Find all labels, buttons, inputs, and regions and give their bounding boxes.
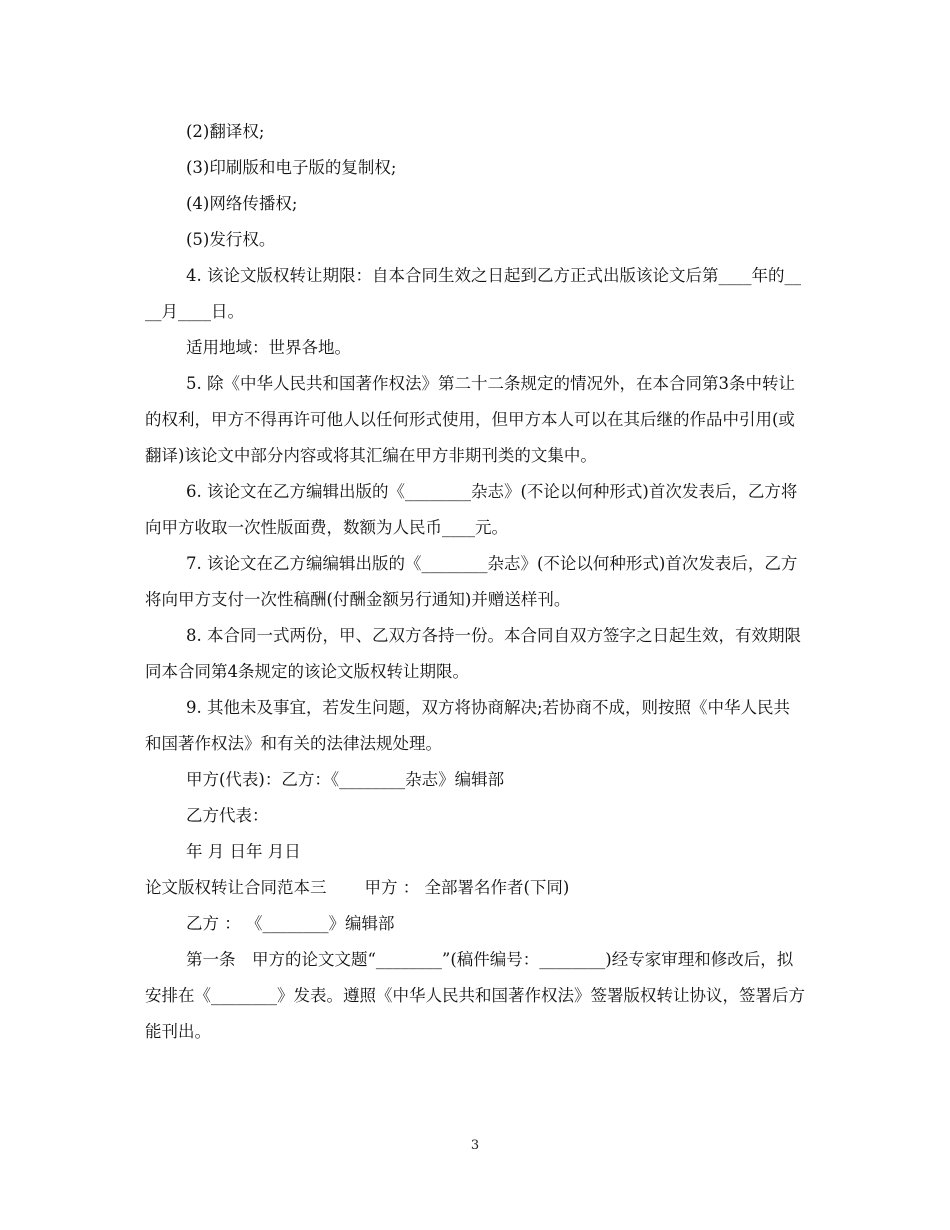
clause-8-copies: 8. 本合同一式两份，甲、乙双方各持一份。本合同自双方签字之日起生效，有效期限同本合同第4条规定的该论文版权转让期限。 <box>145 626 801 681</box>
clause-4-term: 4. 该论文版权转让期限：自本合同生效之日起到乙方正式出版该论文后第____年的____月____日。 <box>145 266 801 321</box>
party-b-line: 乙方 ： 《________》编辑部 <box>186 914 395 933</box>
clause-reproduction-right: (3)印刷版和电子版的复制权; <box>186 158 397 177</box>
clause-5-usage: 5. 除《中华人民共和国著作权法》第二十二条规定的情况外，在本合同第3条中转让的权利，甲方不得再许可他人以任何形式使用，但甲方本人可以在其后继的作品中引用(或翻译)该论文中部分内容或将其汇编在甲方非期刊类的文集中。 <box>145 374 795 465</box>
article-one: 第一条 甲方的论文文题“________”(稿件编号：________)经专家审理和修改后，拟安排在《________》发表。遵照《中华人民共和国著作权法》签署版权转让协议，签署后方能刊出。 <box>145 950 805 1041</box>
contract-title: 论文版权转让合同范本三 <box>145 878 327 897</box>
signature-parties: 甲方(代表)：乙方：《________杂志》编辑部 <box>186 770 505 789</box>
clause-6-fee: 6. 该论文在乙方编辑出版的《________杂志》(不论以何种形式)首次发表后，乙方将向甲方收取一次性版面费，数额为人民币____元。 <box>145 482 798 537</box>
party-a-line: 甲方 ： 全部署名作者(下同) <box>364 878 570 897</box>
clause-distribution-right: (5)发行权。 <box>186 230 276 249</box>
page-number: 3 <box>470 1138 480 1153</box>
clause-7-remuneration: 7. 该论文在乙方编编辑出版的《________杂志》(不论以何种形式)首次发表后，乙方将向甲方支付一次性稿酬(付酬金额另行通知)并赠送样刊。 <box>145 554 798 609</box>
clause-translation-right: (2)翻译权; <box>186 122 265 141</box>
document-body <box>145 114 805 1050</box>
contract-three-heading <box>145 870 805 906</box>
signature-dates: 年 月 日年 月日 <box>186 842 301 861</box>
clause-territory: 适用地域：世界各地。 <box>186 338 351 357</box>
clause-network-right: (4)网络传播权; <box>186 194 298 213</box>
clause-9-disputes: 9. 其他未及事宜，若发生问题，双方将协商解决;若协商不成，则按照《中华人民共和国著作权法》和有关的法律法规处理。 <box>145 698 791 753</box>
party-b-representative: 乙方代表： <box>186 806 269 825</box>
